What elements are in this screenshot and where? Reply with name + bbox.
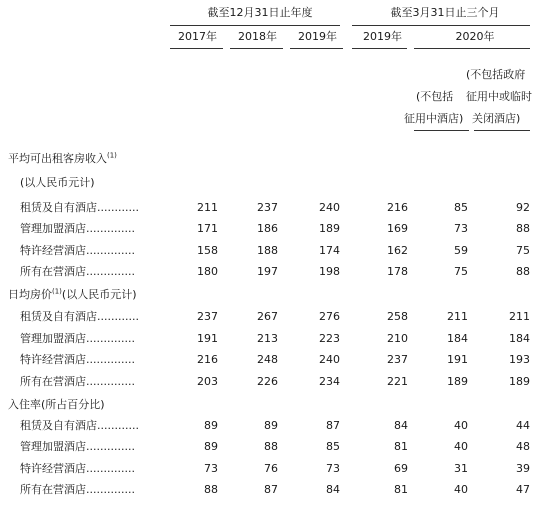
header-rule-annual bbox=[170, 25, 340, 26]
leader-dots: .............. bbox=[86, 244, 135, 257]
cell-value: 223 bbox=[319, 332, 340, 345]
cell-value: 180 bbox=[197, 265, 218, 278]
row-label bbox=[20, 244, 135, 258]
cell-value: 178 bbox=[387, 265, 408, 278]
cell-value: 234 bbox=[319, 375, 340, 388]
cell-value: 184 bbox=[447, 332, 468, 345]
cell-value: 44 bbox=[516, 419, 530, 432]
row-label-text: 管理加盟酒店 bbox=[20, 440, 86, 453]
leader-dots: .............. bbox=[86, 462, 135, 475]
year-rule-q2020 bbox=[414, 48, 530, 49]
cell-value: 213 bbox=[257, 332, 278, 345]
cell-value: 191 bbox=[447, 353, 468, 366]
cell-value: 210 bbox=[387, 332, 408, 345]
cell-value: 89 bbox=[264, 419, 278, 432]
cell-value: 92 bbox=[516, 201, 530, 214]
row-label bbox=[20, 201, 139, 215]
col5-note-line1: (不包括 bbox=[416, 90, 454, 103]
cell-value: 89 bbox=[204, 440, 218, 453]
section-subtitle: (以人民币元计) bbox=[61, 288, 137, 301]
cell-value: 189 bbox=[509, 375, 530, 388]
leader-dots: ............ bbox=[97, 310, 139, 323]
cell-value: 186 bbox=[257, 222, 278, 235]
cell-value: 169 bbox=[387, 222, 408, 235]
leader-dots: .............. bbox=[86, 332, 135, 345]
cell-value: 84 bbox=[394, 419, 408, 432]
row-label-text: 管理加盟酒店 bbox=[20, 332, 86, 345]
year-rule-2019 bbox=[290, 48, 343, 49]
row-label bbox=[20, 353, 135, 367]
section-title-text: 平均可出租客房收入 bbox=[8, 152, 107, 165]
col5-note-line2: 征用中酒店) bbox=[404, 112, 464, 125]
cell-value: 267 bbox=[257, 310, 278, 323]
cell-value: 31 bbox=[454, 462, 468, 475]
cell-value: 47 bbox=[516, 483, 530, 496]
cell-value: 48 bbox=[516, 440, 530, 453]
year-rule-q2019 bbox=[352, 48, 407, 49]
notes-rule-col5 bbox=[414, 130, 469, 131]
header-year-2019: 2019年 bbox=[298, 30, 337, 43]
section-title-occupancy bbox=[8, 398, 105, 412]
row-label-text: 所有在营酒店 bbox=[20, 265, 86, 278]
row-label bbox=[20, 222, 135, 236]
cell-value: 216 bbox=[197, 353, 218, 366]
footnote-marker: (1) bbox=[52, 287, 62, 296]
cell-value: 193 bbox=[509, 353, 530, 366]
header-group-annual: 截至12月31日止年度 bbox=[207, 6, 313, 19]
col6-note-line2: 征用中或临时 bbox=[466, 90, 532, 103]
row-label-text: 所有在营酒店 bbox=[20, 375, 86, 388]
leader-dots: ............ bbox=[97, 201, 139, 214]
section-subtitle: (以人民币元计) bbox=[20, 176, 95, 189]
header-group-quarter: 截至3月31日止三个月 bbox=[390, 6, 500, 19]
cell-value: 189 bbox=[319, 222, 340, 235]
cell-value: 240 bbox=[319, 201, 340, 214]
col6-note-line3: 关闭酒店) bbox=[472, 112, 521, 125]
year-rule-2018 bbox=[230, 48, 283, 49]
cell-value: 211 bbox=[509, 310, 530, 323]
cell-value: 87 bbox=[326, 419, 340, 432]
cell-value: 40 bbox=[454, 419, 468, 432]
header-year-q2020: 2020年 bbox=[455, 30, 495, 43]
cell-value: 40 bbox=[454, 483, 468, 496]
cell-value: 211 bbox=[447, 310, 468, 323]
cell-value: 81 bbox=[394, 483, 408, 496]
row-label bbox=[20, 375, 135, 389]
cell-value: 88 bbox=[204, 483, 218, 496]
cell-value: 237 bbox=[257, 201, 278, 214]
cell-value: 162 bbox=[387, 244, 408, 257]
cell-value: 240 bbox=[319, 353, 340, 366]
cell-value: 40 bbox=[454, 440, 468, 453]
row-label bbox=[20, 462, 135, 476]
cell-value: 211 bbox=[197, 201, 218, 214]
footnote-marker: (1) bbox=[107, 151, 117, 160]
cell-value: 276 bbox=[319, 310, 340, 323]
year-rule-2017 bbox=[170, 48, 223, 49]
cell-value: 88 bbox=[516, 222, 530, 235]
section-subtitle: (所占百分比) bbox=[41, 398, 105, 411]
cell-value: 248 bbox=[257, 353, 278, 366]
cell-value: 69 bbox=[394, 462, 408, 475]
leader-dots: .............. bbox=[86, 353, 135, 366]
row-label-text: 特许经营酒店 bbox=[20, 244, 86, 257]
header-year-2017: 2017年 bbox=[178, 30, 217, 43]
row-label bbox=[20, 419, 139, 433]
cell-value: 73 bbox=[326, 462, 340, 475]
cell-value: 88 bbox=[264, 440, 278, 453]
cell-value: 191 bbox=[197, 332, 218, 345]
cell-value: 75 bbox=[516, 244, 530, 257]
row-label bbox=[20, 310, 139, 324]
row-label-text: 所有在营酒店 bbox=[20, 483, 86, 496]
notes-rule-col6 bbox=[474, 130, 530, 131]
col6-note-line1: (不包括政府 bbox=[466, 68, 526, 81]
cell-value: 197 bbox=[257, 265, 278, 278]
cell-value: 84 bbox=[326, 483, 340, 496]
cell-value: 73 bbox=[454, 222, 468, 235]
row-label-text: 特许经营酒店 bbox=[20, 462, 86, 475]
cell-value: 85 bbox=[454, 201, 468, 214]
cell-value: 203 bbox=[197, 375, 218, 388]
cell-value: 89 bbox=[204, 419, 218, 432]
cell-value: 216 bbox=[387, 201, 408, 214]
section-title-revpar bbox=[8, 152, 117, 166]
section-title-text: 入住率 bbox=[8, 398, 41, 411]
leader-dots: .............. bbox=[86, 483, 135, 496]
row-label-text: 管理加盟酒店 bbox=[20, 222, 86, 235]
leader-dots: .............. bbox=[86, 222, 135, 235]
leader-dots: ............ bbox=[97, 419, 139, 432]
cell-value: 88 bbox=[516, 265, 530, 278]
row-label bbox=[20, 265, 135, 279]
header-year-2018: 2018年 bbox=[238, 30, 277, 43]
cell-value: 221 bbox=[387, 375, 408, 388]
cell-value: 158 bbox=[197, 244, 218, 257]
cell-value: 174 bbox=[319, 244, 340, 257]
row-label-text: 租赁及自有酒店 bbox=[20, 419, 97, 432]
cell-value: 75 bbox=[454, 265, 468, 278]
leader-dots: .............. bbox=[86, 375, 135, 388]
row-label bbox=[20, 483, 135, 497]
cell-value: 184 bbox=[509, 332, 530, 345]
header-year-q2019: 2019年 bbox=[363, 30, 402, 43]
section-title-text: 日均房价 bbox=[8, 288, 52, 301]
cell-value: 59 bbox=[454, 244, 468, 257]
cell-value: 237 bbox=[197, 310, 218, 323]
section-title-adr bbox=[8, 288, 137, 302]
leader-dots: .............. bbox=[86, 265, 135, 278]
row-label-text: 租赁及自有酒店 bbox=[20, 201, 97, 214]
cell-value: 189 bbox=[447, 375, 468, 388]
cell-value: 73 bbox=[204, 462, 218, 475]
cell-value: 258 bbox=[387, 310, 408, 323]
row-label bbox=[20, 440, 135, 454]
row-label bbox=[20, 332, 135, 346]
cell-value: 81 bbox=[394, 440, 408, 453]
cell-value: 39 bbox=[516, 462, 530, 475]
header-rule-quarter bbox=[352, 25, 530, 26]
leader-dots: .............. bbox=[86, 440, 135, 453]
row-label-text: 租赁及自有酒店 bbox=[20, 310, 97, 323]
cell-value: 237 bbox=[387, 353, 408, 366]
cell-value: 76 bbox=[264, 462, 278, 475]
row-label-text: 特许经营酒店 bbox=[20, 353, 86, 366]
cell-value: 87 bbox=[264, 483, 278, 496]
cell-value: 171 bbox=[197, 222, 218, 235]
cell-value: 198 bbox=[319, 265, 340, 278]
cell-value: 188 bbox=[257, 244, 278, 257]
cell-value: 85 bbox=[326, 440, 340, 453]
cell-value: 226 bbox=[257, 375, 278, 388]
